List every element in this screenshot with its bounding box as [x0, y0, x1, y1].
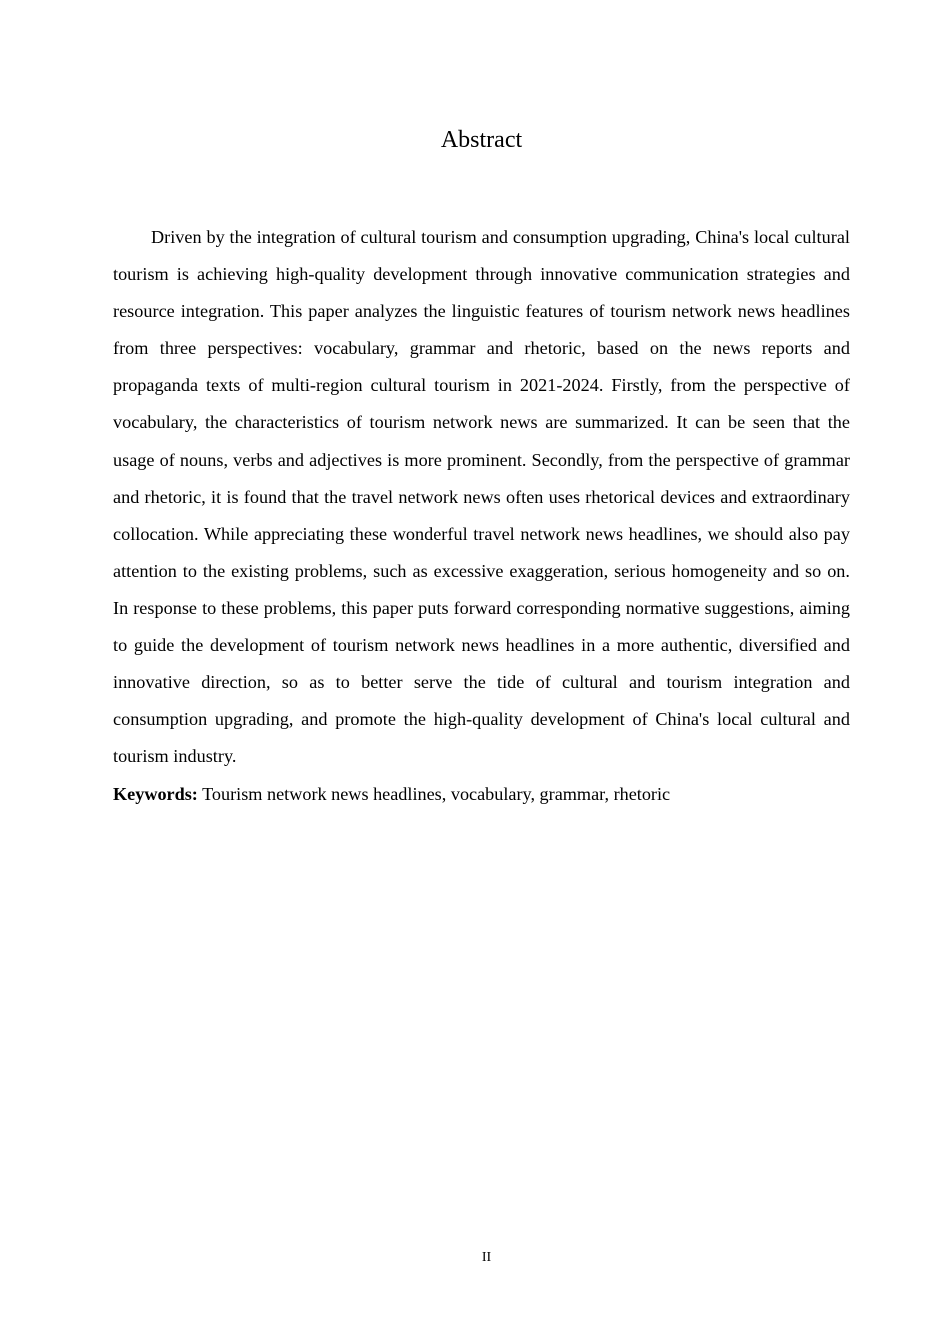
page-title: Abstract [440, 127, 523, 153]
keywords-line [113, 776, 850, 813]
keywords-label: Keywords: [113, 784, 198, 804]
keywords-text: Tourism network news headlines, vocabulary, grammar, rhetoric [197, 784, 671, 804]
page-number: II [481, 1250, 492, 1265]
abstract-paragraph: Driven by the integration of cultural tourism and consumption upgrading, China's local cultural tourism is achieving high-quality development through innovative communication strategies and resource integration. This paper analyzes the linguistic features of tourism network news headlines from three perspectives: vocabulary, grammar and rhetoric, based on the news reports and propaganda texts of multi-region cultural tourism in 2021-2024. Firstly, from the perspective of vocabulary, the characteristics of tourism network news are summarized. It can be seen that the usage of nouns, verbs and adjectives is more prominent. Secondly, from the perspective of grammar and rhetoric, it is found that the travel network news often uses rhetorical devices and extraordinary collocation. While appreciating these wonderful travel network news headlines, we should also pay attention to the existing problems, such as excessive exaggeration, serious homogeneity and so on. In response to these problems, this paper puts forward corresponding normative suggestions, aiming to guide the development of tourism network news headlines in a more authentic, diversified and innovative direction, so as to better serve the tide of cultural and tourism integration and consumption upgrading, and promote the high-quality development of China's local cultural and tourism industry. [113, 227, 850, 767]
